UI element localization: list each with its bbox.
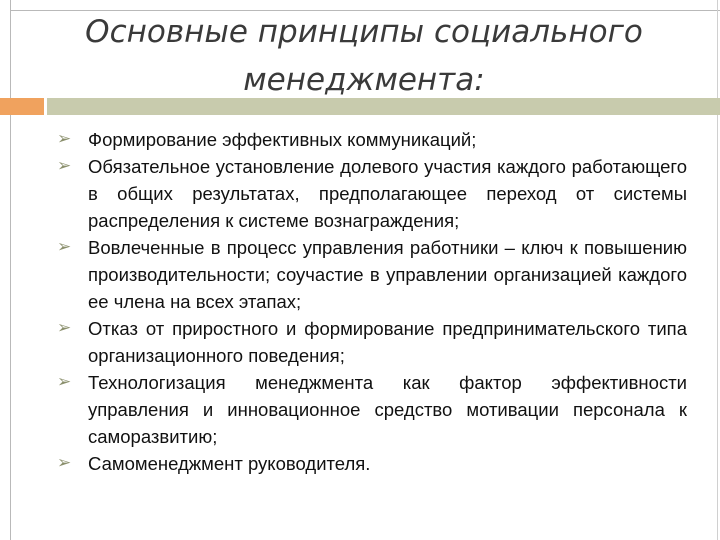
arrow-bullet-icon: ➢ — [57, 237, 72, 257]
list-item — [0, 450, 720, 477]
arrow-bullet-icon: ➢ — [57, 129, 72, 149]
list-item — [0, 315, 720, 369]
title-line-1: Основные принципы социального — [85, 14, 643, 50]
list-item-text: Отказ от приростного и формирование предпринимательского типа организационного поведения; — [88, 318, 687, 366]
list-item — [0, 369, 720, 450]
list-item — [0, 153, 720, 234]
list-item — [0, 126, 720, 153]
bullet-list — [0, 126, 720, 477]
title-divider-bar — [47, 98, 720, 115]
list-item — [0, 234, 720, 315]
list-item-text: Вовлеченные в процесс управления работники – ключ к повышению производительности; соучастие в управлении организацией каждого ее члена на всех этапах; — [88, 237, 687, 312]
arrow-bullet-icon: ➢ — [57, 372, 72, 392]
arrow-bullet-icon: ➢ — [57, 318, 72, 338]
slide-title — [14, 8, 714, 104]
list-item-text: Обязательное установление долевого участия каждого работающего в общих результатах, предполагающее переход от системы распределения к системе вознаграждения; — [88, 156, 687, 231]
accent-bar — [0, 98, 44, 115]
list-item-text: Формирование эффективных коммуникаций; — [88, 129, 477, 150]
arrow-bullet-icon: ➢ — [57, 156, 72, 176]
list-item-text: Самоменеджмент руководителя. — [88, 453, 371, 474]
title-line-2: менеджмента: — [243, 62, 485, 98]
list-item-text: Технологизация менеджмента как фактор эффективности управления и инновационное средство мотивации персонала к саморазвитию; — [88, 372, 687, 447]
arrow-bullet-icon: ➢ — [57, 453, 72, 473]
